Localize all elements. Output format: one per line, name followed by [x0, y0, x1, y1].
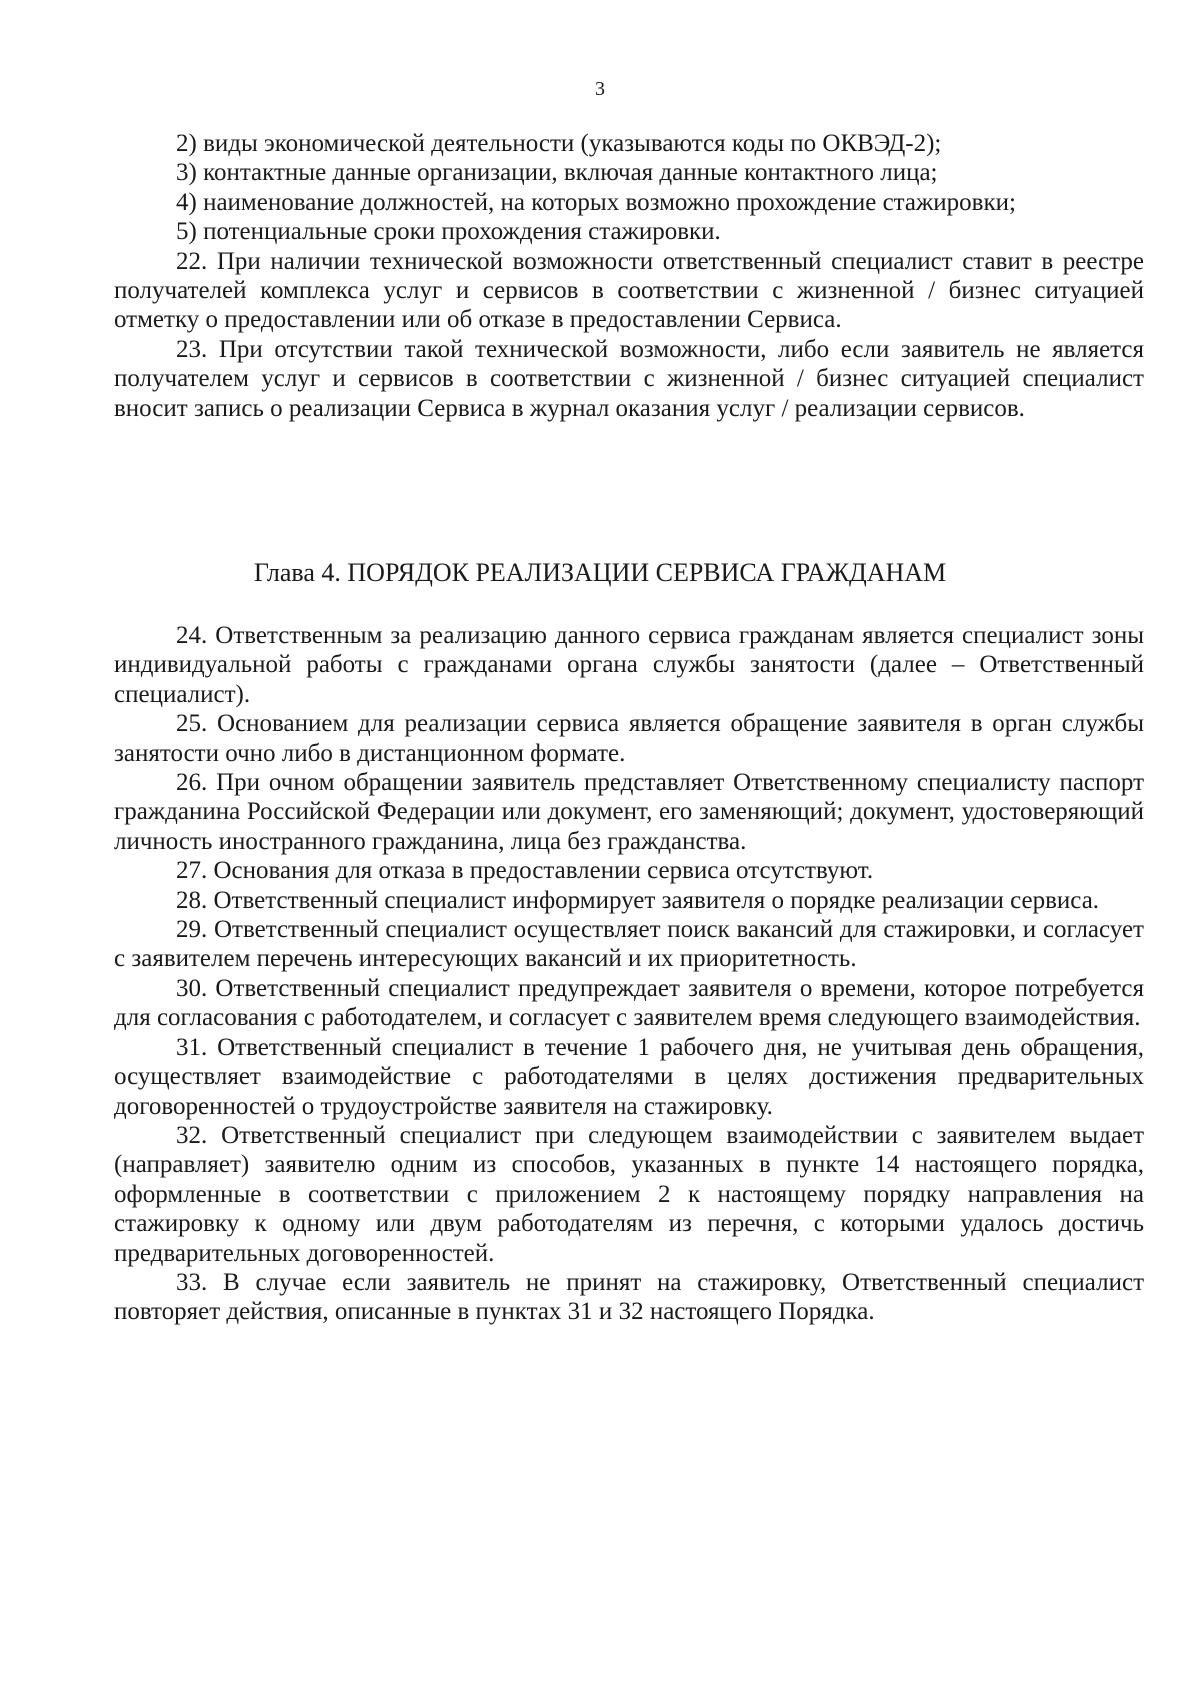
paragraph: 29. Ответственный специалист осуществляет поиск вакансий для стажировки, и согласует с заявителем перечень интересующих вакансий и их приоритетность.: [114, 916, 1144, 973]
paragraph: 22. При наличии технической возможности ответственный специалист ставит в реестре получателей комплекса услуг и сервисов в соответствии с жизненной / бизнес ситуацией отметку о предоставлении или об отказе в предоставлении Сервиса.: [114, 247, 1144, 334]
paragraph: 28. Ответственный специалист информирует заявителя о порядке реализации сервиса.: [176, 886, 1100, 914]
chapter-paragraphs: [114, 621, 1144, 1327]
paragraph: 24. Ответственным за реализацию данного сервиса гражданам является специалист зоны индивидуальной работы с гражданами органа службы занятости (далее – Ответственный специалист).: [114, 622, 1144, 708]
paragraph: 31. Ответственный специалист в течение 1 рабочего дня, не учитывая день обращения, осуществляет взаимодействие с работодателями в целях достижения предварительных договоренностей о трудоустройстве заявителя на стажировку.: [114, 1033, 1144, 1120]
paragraph: 25. Основанием для реализации сервиса является обращение заявителя в орган службы занятости очно либо в дистанционном формате.: [114, 710, 1144, 767]
top-paragraphs: [114, 129, 1144, 423]
paragraph: 33. В случае если заявитель не принят на стажировку, Ответственный специалист повторяет действия, описанные в пунктах 31 и 32 настоящего Порядка.: [114, 1268, 1144, 1326]
paragraph: 5) потенциальные сроки прохождения стажировки.: [176, 218, 721, 246]
paragraph: 23. При отсутствии такой технической возможности, либо если заявитель не является получателем услуг и сервисов в соответствии с жизненной / бизнес ситуацией специалист вносит запись о реализации Сервиса в журнал оказания услуг / реализации сервисов.: [114, 335, 1144, 422]
paragraph: 2) виды экономической деятельности (указываются коды по ОКВЭД-2);: [176, 130, 942, 157]
paragraph: 27. Основания для отказа в предоставлении сервиса отсутствуют.: [176, 857, 874, 885]
chapter-title: Глава 4. ПОРЯДОК РЕАЛИЗАЦИИ СЕРВИСА ГРАЖДАНАМ: [253, 558, 947, 587]
paragraph: 32. Ответственный специалист при следующем взаимодействии с заявителем выдает (направляет) заявителю одним из способов, указанных в пункте 14 настоящего порядка, оформленные в соответствии с приложением 2 к настоящему порядку направления на стажировку к одному или двум работодателям из перечня, с которыми удалось достичь предварительных договоренностей.: [114, 1121, 1144, 1267]
page-number: 3: [595, 78, 605, 100]
paragraph: 3) контактные данные организации, включая данные контактного лица;: [176, 159, 938, 187]
paragraph: 30. Ответственный специалист предупреждает заявителя о времени, которое потребуется для согласования с работодателем, и согласует с заявителем время следующего взаимодействия.: [114, 974, 1144, 1032]
paragraph: 4) наименование должностей, на которых возможно прохождение стажировки;: [176, 188, 1016, 216]
paragraph: 26. При очном обращении заявитель представляет Ответственному специалисту паспорт гражданина Российской Федерации или документ, его заменяющий; документ, удостоверяющий личность иностранного гражданина, лица без гражданства.: [114, 769, 1144, 855]
